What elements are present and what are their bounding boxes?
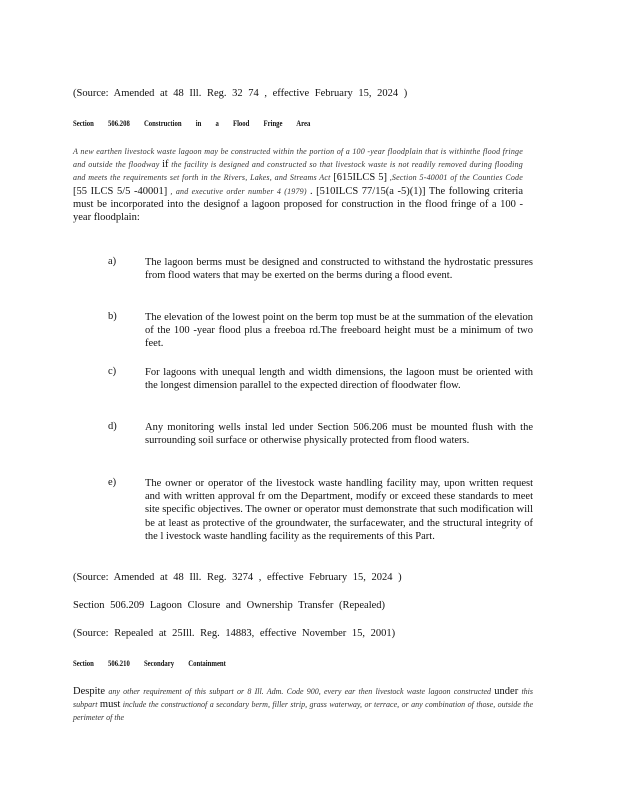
item-e-text: The owner or operator of the livestock waste handling facility may, upon written request and with written approval fr om the Department, modify or exceed these standards to meet site specific objectives. The owner or operator must demonstrate that such modification will be at least as protective of the groundwater, the surfacewater, and the structural integrity of the l ivestock waste handling facility as the requirements of this Part. [145,478,533,542]
body-despite: Despite [73,686,106,697]
body-italic-2: the facility is designed and constructed so that livestock waste is not readily removed during flooding and meets the requirements set forth in the Rivers, Lakes, and Streams Act [73,160,523,183]
item-b-label: b) [108,311,117,322]
section-506-208-body [73,145,523,224]
item-b-text: The elevation of the lowest point on the berm top must be at the summation of the elevation of the 100 -year flood plus a freeboa rd.The freeboard height must be a minimum of two feet. [145,312,533,350]
body-must: must [99,699,121,710]
body-under: under [494,686,519,697]
item-c-text: For lagoons with unequal length and width dimensions, the lagoon must be oriented with the longest dimension parallel to the expected direction of floodwater flow. [145,367,533,392]
source-note-1: (Source: Amended at 48 Ill. Reg. 32 74 , effective February 15, 2024 ) [73,88,408,99]
body-italic-1: A new earthen livestock waste lagoon may be constructed within the portion of a 100 -year floodplain that is withinthe flood fringe and outside the floodway [73,147,523,170]
body-italic-3: ,Section 5-40001 of the Counties Code [387,173,523,183]
body210-italic-2: this subpart [73,687,534,709]
item-d-label: d) [108,421,117,432]
item-e-label: e) [108,477,117,488]
item-a-text: The lagoon berms must be designed and constructed to withstand the hydrostatic pressures from flood waters that may be exerted on the berms during a flood event. [145,257,533,282]
body-ref-615ilcs: [615ILCS 5] [333,172,388,184]
body-plain: The following criteria must be incorporated into the designof a lagoon proposed for construction in the flood fringe of a 100 -year floodplain: [73,185,523,224]
body-ref-55ilcs: [55 ILCS 5/5 -40001] [73,185,168,197]
item-d-text: Any monitoring wells instal led under Section 506.206 must be mounted flush with the surrounding soil surface or otherwise physically protected from flood waters. [145,422,533,447]
item-a-label: a) [108,256,117,267]
item-c-label: c) [108,366,117,377]
body210-italic-1: any other requirement of this subpart or 8 Ill. Adm. Code 900, every ear then livestock waste lagoon constructed [105,687,495,696]
body210-italic-3: include the constructionof a secondary berm, filler strip, grass waterway, or terrace, or any combination of those, outside the perimeter of the [73,700,534,722]
section-506-210-heading: Section 506.210 Secondary Containment [73,658,226,668]
source-note-3: (Source: Repealed at 25Ill. Reg. 14883, effective November 15, 2001) [73,628,396,639]
body-if: if [162,159,169,171]
section-506-208-heading: Section 506.208 Construction in a Flood Fringe Area [73,118,311,128]
section-506-210-body [73,685,533,724]
body-italic-4: , and executive order number 4 (1979) [167,186,310,196]
source-note-2: (Source: Amended at 48 Ill. Reg. 3274 , effective February 15, 2024 ) [73,572,402,583]
body-ref-510ilcs: . [510ILCS 77/15(a -5)(1)] [309,185,426,197]
section-506-209: Section 506.209 Lagoon Closure and Ownership Transfer (Repealed) [73,600,386,611]
